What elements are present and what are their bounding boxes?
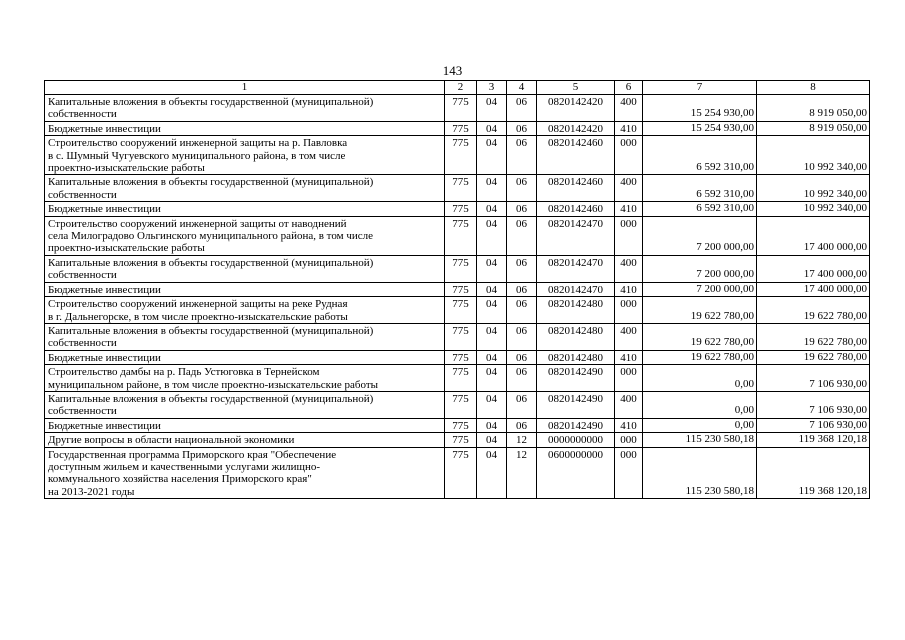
- row-description: [45, 95, 445, 122]
- amount-col-8: 10 992 340,00: [757, 175, 870, 202]
- admin-code: 775: [445, 433, 477, 447]
- row-description: [45, 365, 445, 392]
- description-line: Капитальные вложения в объекты государственной (муниципальной): [48, 96, 374, 108]
- table-row: [45, 391, 870, 418]
- subsection-code: 06: [507, 350, 537, 364]
- description-line: Капитальные вложения в объекты государственной (муниципальной): [48, 256, 374, 269]
- description-line: Государственная программа Приморского края "Обеспечение: [48, 448, 337, 461]
- target-item-code: 0820142470: [537, 255, 615, 282]
- table-row: [45, 365, 870, 392]
- expense-type-code: 400: [615, 323, 643, 350]
- admin-code: 775: [445, 391, 477, 418]
- admin-code: 775: [445, 350, 477, 364]
- section-code: 04: [477, 447, 507, 499]
- description-line: Капитальные вложения в объекты государственной (муниципальной): [48, 324, 374, 337]
- section-code: 04: [477, 95, 507, 122]
- amount-col-8: 17 400 000,00: [757, 216, 870, 255]
- amount-col-7: 7 200 000,00: [643, 216, 757, 255]
- amount-col-8: 17 400 000,00: [757, 282, 870, 296]
- amount-col-8: 10 992 340,00: [757, 136, 870, 175]
- table-row: [45, 255, 870, 282]
- amount-col-8: 17 400 000,00: [757, 255, 870, 282]
- subsection-code: 06: [507, 136, 537, 175]
- admin-code: 775: [445, 297, 477, 324]
- expense-type-code: 410: [615, 121, 643, 135]
- amount-col-8: 119 368 120,18: [757, 433, 870, 447]
- target-item-code: 0820142480: [537, 297, 615, 324]
- amount-col-7: 0,00: [643, 391, 757, 418]
- description-line: Строительство дамбы на р. Падь Устюговка в Тернейском: [48, 366, 320, 379]
- admin-code: 775: [445, 365, 477, 392]
- table-row: [45, 350, 870, 364]
- amount-col-8: 19 622 780,00: [757, 323, 870, 350]
- table-row: [45, 433, 870, 447]
- description-line: муниципальном районе, в том числе проектно-изыскательские работы: [48, 378, 379, 391]
- expense-type-code: 410: [615, 350, 643, 364]
- section-code: 04: [477, 202, 507, 216]
- header-row: [45, 81, 870, 95]
- amount-col-7: 7 200 000,00: [643, 255, 757, 282]
- table-row: [45, 216, 870, 255]
- description-line: собственности: [48, 269, 117, 282]
- amount-col-8: 7 106 930,00: [757, 418, 870, 432]
- expense-type-code: 410: [615, 418, 643, 432]
- amount-col-8: 7 106 930,00: [757, 365, 870, 392]
- description-line: Бюджетные инвестиции: [48, 419, 161, 432]
- section-code: 04: [477, 297, 507, 324]
- subsection-code: 12: [507, 447, 537, 499]
- expense-type-code: 400: [615, 95, 643, 122]
- description-line: собственности: [48, 405, 117, 418]
- page-number: 143: [442, 63, 463, 78]
- section-code: 04: [477, 365, 507, 392]
- target-item-code: 0820142470: [537, 216, 615, 255]
- description-line: Строительство сооружений инженерной защиты на реке Рудная: [48, 298, 348, 311]
- column-header: 6: [615, 81, 643, 95]
- target-item-code: 0820142460: [537, 136, 615, 175]
- section-code: 04: [477, 391, 507, 418]
- admin-code: 775: [445, 282, 477, 296]
- column-header: 5: [537, 81, 615, 95]
- description-line: Капитальные вложения в объекты государственной (муниципальной): [48, 176, 374, 189]
- expense-type-code: 000: [615, 297, 643, 324]
- subsection-code: 06: [507, 202, 537, 216]
- target-item-code: 0820142490: [537, 365, 615, 392]
- table-row: [45, 121, 870, 135]
- row-description: [45, 175, 445, 202]
- amount-col-7: 6 592 310,00: [643, 202, 757, 216]
- row-description: [45, 255, 445, 282]
- amount-col-7: 6 592 310,00: [643, 136, 757, 175]
- description-line: в с. Шумный Чугуевского муниципального района, в том числе: [48, 149, 346, 162]
- expense-type-code: 000: [615, 447, 643, 499]
- expense-type-code: 000: [615, 136, 643, 175]
- section-code: 04: [477, 216, 507, 255]
- amount-col-8: 8 919 050,00: [757, 95, 870, 122]
- expense-type-code: 000: [615, 216, 643, 255]
- section-code: 04: [477, 323, 507, 350]
- section-code: 04: [477, 121, 507, 135]
- subsection-code: 06: [507, 365, 537, 392]
- description-line: Капитальные вложения в объекты государственной (муниципальной): [48, 392, 374, 405]
- section-code: 04: [477, 136, 507, 175]
- table-row: [45, 202, 870, 216]
- amount-col-7: 0,00: [643, 365, 757, 392]
- description-line: Строительство сооружений инженерной защиты от наводнений: [48, 217, 347, 230]
- expense-type-code: 400: [615, 391, 643, 418]
- admin-code: 775: [445, 202, 477, 216]
- table-row: [45, 175, 870, 202]
- target-item-code: 0820142490: [537, 391, 615, 418]
- description-line: Другие вопросы в области национальной экономики: [48, 434, 295, 447]
- amount-col-7: 19 622 780,00: [643, 297, 757, 324]
- target-item-code: 0820142480: [537, 323, 615, 350]
- section-code: 04: [477, 350, 507, 364]
- target-item-code: 0600000000: [537, 447, 615, 499]
- column-header: 8: [757, 81, 870, 95]
- target-item-code: 0820142480: [537, 350, 615, 364]
- amount-col-7: 115 230 580,18: [643, 433, 757, 447]
- target-item-code: 0820142420: [537, 121, 615, 135]
- admin-code: 775: [445, 95, 477, 122]
- row-description: [45, 202, 445, 216]
- description-line: на 2013-2021 годы: [48, 485, 135, 498]
- amount-col-7: 15 254 930,00: [643, 95, 757, 122]
- subsection-code: 06: [507, 418, 537, 432]
- table-row: [45, 323, 870, 350]
- expense-type-code: 000: [615, 365, 643, 392]
- amount-col-7: 7 200 000,00: [643, 282, 757, 296]
- row-description: [45, 418, 445, 432]
- admin-code: 775: [445, 255, 477, 282]
- description-line: Строительство сооружений инженерной защиты на р. Павловка: [48, 137, 348, 150]
- amount-col-8: 119 368 120,18: [757, 447, 870, 499]
- target-item-code: 0820142460: [537, 175, 615, 202]
- amount-col-7: 0,00: [643, 418, 757, 432]
- admin-code: 775: [445, 175, 477, 202]
- amount-col-8: 19 622 780,00: [757, 297, 870, 324]
- subsection-code: 06: [507, 391, 537, 418]
- admin-code: 775: [445, 136, 477, 175]
- admin-code: 775: [445, 447, 477, 499]
- row-description: [45, 323, 445, 350]
- row-description: [45, 447, 445, 499]
- target-item-code: 0820142420: [537, 95, 615, 122]
- description-line: собственности: [48, 108, 117, 121]
- section-code: 04: [477, 255, 507, 282]
- subsection-code: 06: [507, 95, 537, 122]
- amount-col-8: 7 106 930,00: [757, 391, 870, 418]
- subsection-code: 06: [507, 216, 537, 255]
- subsection-code: 06: [507, 255, 537, 282]
- expense-type-code: 400: [615, 175, 643, 202]
- admin-code: 775: [445, 323, 477, 350]
- description-line: собственности: [48, 337, 117, 350]
- expense-type-code: 410: [615, 202, 643, 216]
- column-header: 1: [45, 81, 445, 95]
- admin-code: 775: [445, 216, 477, 255]
- description-line: села Милоградово Ольгинского муниципального района, в том числе: [48, 230, 373, 243]
- amount-col-7: 115 230 580,18: [643, 447, 757, 499]
- expense-type-code: 000: [615, 433, 643, 447]
- budget-table: [44, 80, 870, 499]
- row-description: [45, 282, 445, 296]
- description-line: проектно-изыскательские работы: [48, 162, 205, 175]
- amount-col-8: 8 919 050,00: [757, 121, 870, 135]
- description-line: Бюджетные инвестиции: [48, 283, 161, 296]
- amount-col-8: 19 622 780,00: [757, 350, 870, 364]
- description-line: собственности: [48, 188, 117, 201]
- subsection-code: 12: [507, 433, 537, 447]
- section-code: 04: [477, 418, 507, 432]
- table-row: [45, 297, 870, 324]
- row-description: [45, 121, 445, 135]
- description-line: проектно-изыскательские работы: [48, 242, 205, 255]
- description-line: Бюджетные инвестиции: [48, 203, 161, 216]
- target-item-code: 0820142470: [537, 282, 615, 296]
- row-description: [45, 433, 445, 447]
- row-description: [45, 350, 445, 364]
- amount-col-8: 10 992 340,00: [757, 202, 870, 216]
- row-description: [45, 297, 445, 324]
- table-row: [45, 95, 870, 122]
- section-code: 04: [477, 175, 507, 202]
- expense-type-code: 400: [615, 255, 643, 282]
- admin-code: 775: [445, 121, 477, 135]
- section-code: 04: [477, 282, 507, 296]
- column-header: 3: [477, 81, 507, 95]
- description-line: Бюджетные инвестиции: [48, 351, 161, 364]
- target-item-code: 0000000000: [537, 433, 615, 447]
- table-row: [45, 282, 870, 296]
- subsection-code: 06: [507, 323, 537, 350]
- table-row: [45, 447, 870, 499]
- description-line: коммунального хозяйства населения Приморского края": [48, 473, 312, 486]
- amount-col-7: 15 254 930,00: [643, 121, 757, 135]
- table-row: [45, 136, 870, 175]
- amount-col-7: 19 622 780,00: [643, 350, 757, 364]
- column-header: 4: [507, 81, 537, 95]
- table-row: [45, 418, 870, 432]
- description-line: в г. Дальнегорске, в том числе проектно-изыскательские работы: [48, 310, 348, 323]
- description-line: доступным жильем и качественными услугами жилищно-: [48, 460, 321, 473]
- description-line: Бюджетные инвестиции: [48, 122, 161, 135]
- row-description: [45, 216, 445, 255]
- subsection-code: 06: [507, 297, 537, 324]
- row-description: [45, 136, 445, 175]
- row-description: [45, 391, 445, 418]
- amount-col-7: 19 622 780,00: [643, 323, 757, 350]
- subsection-code: 06: [507, 282, 537, 296]
- subsection-code: 06: [507, 175, 537, 202]
- section-code: 04: [477, 433, 507, 447]
- column-header: 2: [445, 81, 477, 95]
- admin-code: 775: [445, 418, 477, 432]
- subsection-code: 06: [507, 121, 537, 135]
- target-item-code: 0820142460: [537, 202, 615, 216]
- expense-type-code: 410: [615, 282, 643, 296]
- amount-col-7: 6 592 310,00: [643, 175, 757, 202]
- column-header: 7: [643, 81, 757, 95]
- target-item-code: 0820142490: [537, 418, 615, 432]
